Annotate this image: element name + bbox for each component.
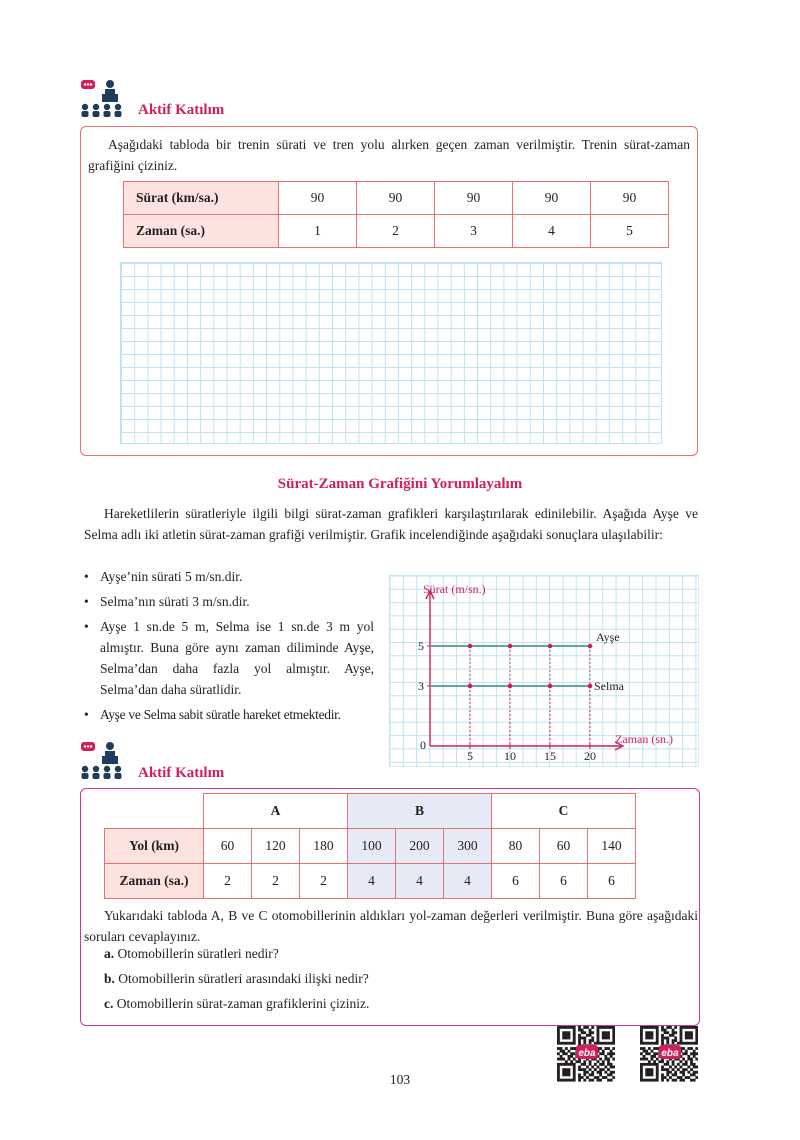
table-cell: 200 bbox=[396, 829, 444, 864]
list-item: • Ayşe’nin sürati 5 m/sn.dir. bbox=[84, 566, 374, 587]
table-cell: 1 bbox=[279, 215, 357, 248]
table-cell: 60 bbox=[540, 829, 588, 864]
y-tick-label: 5 bbox=[418, 639, 424, 653]
table-cell: 6 bbox=[540, 864, 588, 899]
table-row bbox=[105, 794, 636, 829]
x-tick-label: 15 bbox=[544, 749, 556, 763]
question-b: b. Otomobillerin süratleri arasındaki ilişki nedir? bbox=[104, 971, 369, 986]
data-point bbox=[588, 644, 593, 649]
table-cell: 80 bbox=[492, 829, 540, 864]
table-cell: 90 bbox=[435, 182, 513, 215]
table-cell: 140 bbox=[588, 829, 636, 864]
page-number: 103 bbox=[389, 1072, 411, 1087]
section-title-aktif-katilim: Aktif Katılım bbox=[138, 102, 225, 118]
table-cell: 120 bbox=[252, 829, 300, 864]
origin-label: 0 bbox=[420, 738, 426, 752]
table-row bbox=[105, 864, 636, 899]
table-cell: 5 bbox=[591, 215, 669, 248]
table-cell: 4 bbox=[348, 864, 396, 899]
conclusions-list bbox=[84, 566, 374, 729]
svg-text:eba: eba bbox=[661, 1048, 679, 1059]
speed-time-chart bbox=[389, 575, 699, 767]
svg-text:eba: eba bbox=[578, 1048, 596, 1059]
y-tick-label: 3 bbox=[418, 679, 424, 693]
table-cell: 180 bbox=[300, 829, 348, 864]
table-cell: 2 bbox=[204, 864, 252, 899]
table-cell: 2 bbox=[300, 864, 348, 899]
x-axis-label: Zaman (sn.) bbox=[615, 732, 673, 746]
data-point bbox=[508, 644, 513, 649]
section-title-aktif-katilim: Aktif Katılım bbox=[138, 765, 225, 781]
table-cell: 4 bbox=[444, 864, 492, 899]
row-label-yol: Yol (km) bbox=[105, 829, 204, 864]
table-cell: 300 bbox=[444, 829, 492, 864]
group-header-b: B bbox=[348, 794, 492, 829]
table-row bbox=[124, 182, 669, 215]
series-label: Selma bbox=[594, 679, 624, 693]
table-cell: 100 bbox=[348, 829, 396, 864]
table-cell: 2 bbox=[252, 864, 300, 899]
data-point bbox=[548, 644, 553, 649]
classroom-icon bbox=[80, 78, 124, 118]
row-label-surat: Sürat (km/sa.) bbox=[124, 182, 279, 215]
data-point bbox=[468, 644, 473, 649]
row-label-zaman: Zaman (sa.) bbox=[105, 864, 204, 899]
table-cell: 2 bbox=[357, 215, 435, 248]
data-point bbox=[508, 684, 513, 689]
drawing-grid bbox=[120, 262, 662, 444]
question-c: c. Otomobillerin sürat-zaman grafiklerini çiziniz. bbox=[104, 996, 370, 1011]
table-row bbox=[105, 829, 636, 864]
table-cell: 60 bbox=[204, 829, 252, 864]
table-cell: 90 bbox=[513, 182, 591, 215]
table-cell: 4 bbox=[513, 215, 591, 248]
table-cell: 90 bbox=[591, 182, 669, 215]
table-cell: 6 bbox=[588, 864, 636, 899]
questions-intro: Yukarıdaki tabloda A, B ve C otomobillerinin aldıkları yol-zaman değerleri verilmiştir. Buna göre aşağıdaki soruları cevaplayınız. bbox=[84, 908, 698, 944]
group-header-a: A bbox=[204, 794, 348, 829]
table-cell: 90 bbox=[357, 182, 435, 215]
x-tick-label: 5 bbox=[467, 749, 473, 763]
series-label: Ayşe bbox=[596, 630, 620, 644]
data-point bbox=[588, 684, 593, 689]
activity-paragraph: Aşağıdaki tabloda bir trenin sürati ve tren yolu alırken geçen zaman verilmiştir. Trenin sürat-zaman grafiğini çiziniz. bbox=[88, 137, 690, 173]
data-point bbox=[468, 684, 473, 689]
table-cell: 4 bbox=[396, 864, 444, 899]
question-a: a. Otomobillerin süratleri nedir? bbox=[104, 946, 279, 961]
list-item: • Ayşe ve Selma sabit süratle hareket etmektedir. bbox=[84, 704, 374, 725]
data-point bbox=[548, 684, 553, 689]
table-cell: 90 bbox=[279, 182, 357, 215]
classroom-icon bbox=[80, 740, 124, 780]
table-cell: 3 bbox=[435, 215, 513, 248]
train-speed-table bbox=[123, 181, 669, 248]
list-item: • Ayşe 1 sn.de 5 m, Selma ise 1 sn.de 3 m yol almıştır. Buna göre aynı zaman diliminde Ayşe, Selma’dan daha fazla yol almıştır. Ayşe, Selma’dan daha süratlidir. bbox=[84, 616, 374, 700]
x-tick-label: 20 bbox=[584, 749, 596, 763]
table-cell: 6 bbox=[492, 864, 540, 899]
list-item: • Selma’nın sürati 3 m/sn.dir. bbox=[84, 591, 374, 612]
cars-table bbox=[104, 793, 636, 899]
table-row bbox=[124, 215, 669, 248]
x-tick-label: 10 bbox=[504, 749, 516, 763]
row-label-zaman: Zaman (sa.) bbox=[124, 215, 279, 248]
group-header-c: C bbox=[492, 794, 636, 829]
intro-paragraph: Hareketlilerin süratleriyle ilgili bilgi sürat-zaman grafikleri karşılaştırılarak edinilebilir. Aşağıda Ayşe ve Selma adlı iki atletin sürat-zaman grafiği verilmiştir. Grafik incelendiğinde aşağıdaki sonuçlara ulaşılabilir: bbox=[84, 506, 698, 542]
y-axis-label: Sürat (m/sn.) bbox=[423, 582, 486, 596]
section-heading: Sürat-Zaman Grafiğini Yorumlayalım bbox=[277, 476, 523, 492]
